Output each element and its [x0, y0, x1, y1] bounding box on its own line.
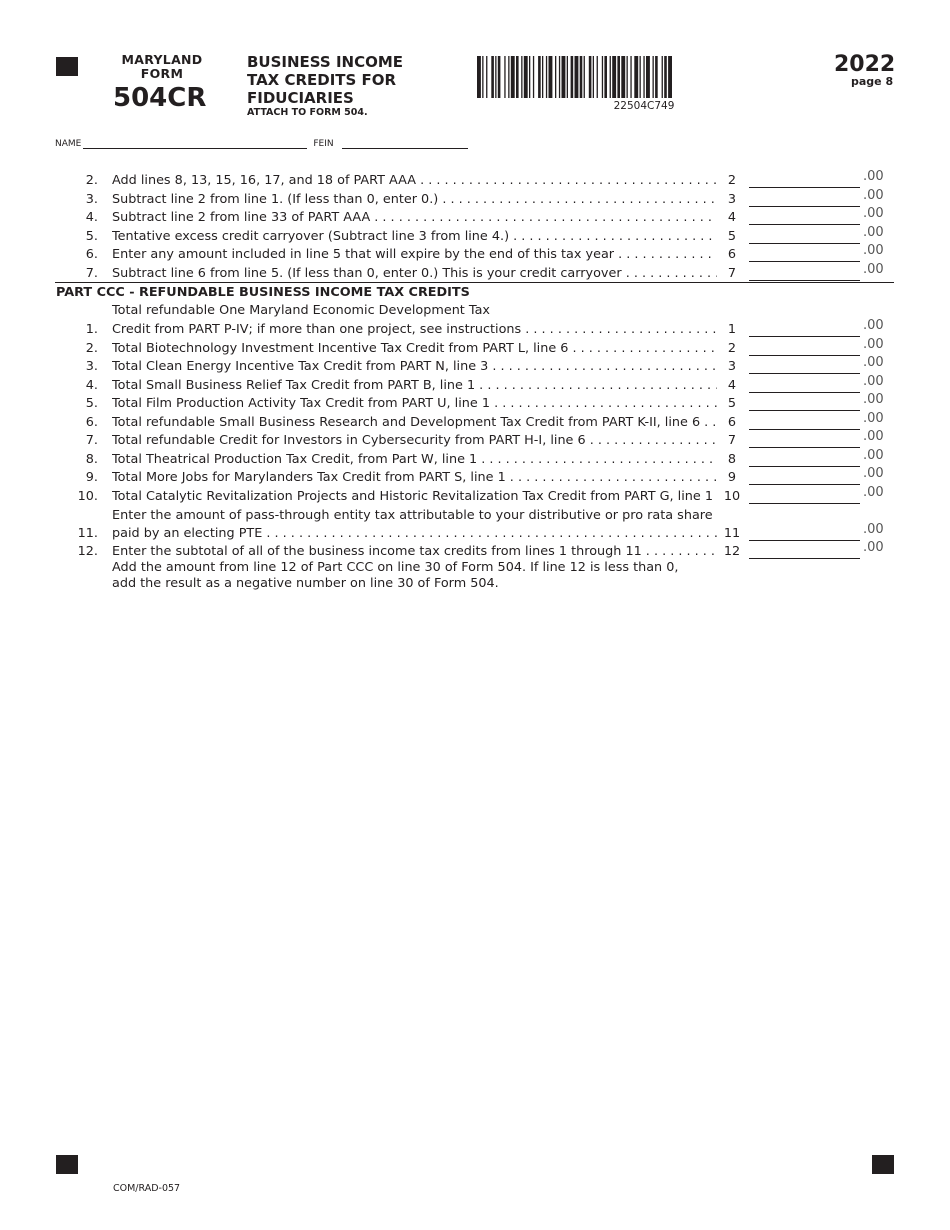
barcode-bar [529, 56, 530, 98]
cents-label: .00 [863, 522, 884, 537]
amount-field[interactable] [749, 261, 860, 262]
barcode-bar [627, 56, 628, 98]
barcode-bar [580, 56, 583, 98]
barcode-bar [495, 56, 496, 98]
barcode-bar [555, 56, 556, 98]
name-label: NAME [55, 139, 82, 149]
barcode-bar [571, 56, 574, 98]
title-line: TAX CREDITS FOR [247, 71, 397, 89]
line-reference: 3 [727, 192, 737, 207]
line-reference: 5 [727, 396, 737, 411]
barcode-bar [643, 56, 644, 98]
barcode-bar [542, 56, 543, 98]
barcode-bar [653, 56, 654, 98]
form-state-label [112, 53, 212, 81]
barcode-bar [584, 56, 585, 98]
ccc-line-4 [0, 374, 950, 395]
amount-field[interactable] [749, 392, 860, 393]
barcode-bar [664, 56, 667, 98]
barcode-bar [482, 56, 483, 98]
barcode-bar [549, 56, 553, 98]
form-number: 504CR [113, 83, 207, 113]
barcode-bar [597, 56, 598, 98]
barcode-bar [593, 56, 594, 98]
cents-label: .00 [863, 429, 884, 444]
line-description: Total refundable Small Business Research and Development Tax Credit from PART K-II, line 6 . . . [112, 414, 717, 432]
barcode-bar [538, 56, 541, 98]
line-description: Total Biotechnology Investment Incentive Tax Credit from PART L, line 6 . . . [112, 340, 717, 358]
barcode-number: 22504C749 [613, 100, 675, 112]
amount-field[interactable] [749, 447, 860, 448]
line-reference: 4 [727, 210, 737, 225]
barcode-bar [498, 56, 501, 98]
amount-field[interactable] [749, 206, 860, 207]
amount-field[interactable] [749, 410, 860, 411]
line-number: 10. [77, 489, 98, 504]
line-reference: 2 [727, 173, 737, 188]
cents-label: .00 [863, 169, 884, 184]
line-number: 5. [85, 396, 98, 411]
line-description: Subtract line 2 from line 1. (If less than 0, enter 0.) . . . [112, 191, 717, 209]
registration-mark-bottom-left [56, 1155, 78, 1174]
line-reference: 11 [723, 526, 741, 541]
line-number: 1. [85, 322, 98, 337]
cents-label: .00 [863, 374, 884, 389]
line-11-first-row: Enter the amount of pass-through entity tax attributable to your distributive or pro rata share [112, 508, 713, 523]
ccc-line-1 [0, 318, 950, 339]
barcode-bar [504, 56, 505, 98]
barcode-bar [646, 56, 650, 98]
instruction-note [112, 560, 678, 591]
cents-label: .00 [863, 337, 884, 352]
line-number: 5. [85, 229, 98, 244]
barcode-bar [533, 56, 534, 98]
barcode-bar [477, 56, 481, 98]
barcode-bar [567, 56, 568, 98]
line-number: 3. [85, 192, 98, 207]
line-number: 6. [85, 415, 98, 430]
barcode-bar [668, 56, 672, 98]
line-number: 4. [85, 378, 98, 393]
ccc-line-2 [0, 337, 950, 358]
amount-field[interactable] [749, 540, 860, 541]
ccc-line-12 [0, 540, 950, 561]
cents-label: .00 [863, 540, 884, 555]
barcode-bar [508, 56, 509, 98]
registration-mark-top-left [56, 57, 78, 76]
barcode-bar [546, 56, 547, 98]
barcode-bar [621, 56, 625, 98]
form-code: COM/RAD-057 [113, 1183, 181, 1194]
barcode-bar [559, 56, 560, 98]
line-description: Total Theatrical Production Tax Credit, from Part W, line 1 . . . [112, 451, 717, 469]
barcode-bar [589, 56, 592, 98]
cents-label: .00 [863, 243, 884, 258]
line-reference: 4 [727, 378, 737, 393]
line-description: Enter the subtotal of all of the business income tax credits from lines 1 through 11 . . . [112, 543, 717, 561]
fein-field[interactable] [342, 139, 468, 149]
registration-mark-bottom-right [872, 1155, 894, 1174]
line-number: 6. [85, 247, 98, 262]
cents-label: .00 [863, 411, 884, 426]
amount-field[interactable] [749, 243, 860, 244]
line-number: 8. [85, 452, 98, 467]
amount-field[interactable] [749, 558, 860, 559]
bbb-line-3 [0, 206, 950, 227]
barcode-bar [491, 56, 494, 98]
line-reference: 5 [727, 229, 737, 244]
line-reference: 8 [727, 452, 737, 467]
attach-note: ATTACH TO FORM 504. [247, 107, 368, 118]
part-ccc-heading: PART CCC - REFUNDABLE BUSINESS INCOME TAX CREDITS [56, 285, 470, 300]
line-number: 2. [85, 341, 98, 356]
line-description: Tentative excess credit carryover (Subtract line 3 from line 4.) . . . [112, 228, 717, 246]
line-description: Subtract line 6 from line 5. (If less than 0, enter 0.) This is your credit carryover . . . [112, 265, 717, 283]
cents-label: .00 [863, 466, 884, 481]
line-number: 2. [85, 173, 98, 188]
barcode-bar [486, 56, 487, 98]
ccc-line-7 [0, 429, 950, 450]
amount-field[interactable] [749, 336, 860, 337]
line-reference: 2 [727, 341, 737, 356]
amount-field[interactable] [749, 373, 860, 374]
line-number: 11. [77, 526, 98, 541]
cents-label: .00 [863, 318, 884, 333]
bbb-line-4 [0, 225, 950, 246]
line-reference: 10 [723, 489, 741, 504]
line-description: Total More Jobs for Marylanders Tax Credit from PART S, line 1 . . . [112, 469, 717, 487]
cents-label: .00 [863, 225, 884, 240]
line-reference: 6 [727, 415, 737, 430]
line-number: 9. [85, 470, 98, 485]
line-reference: 6 [727, 247, 737, 262]
line-reference: 7 [727, 433, 737, 448]
line-reference: 1 [727, 322, 737, 337]
line-description: Total refundable Credit for Investors in Cybersecurity from PART H-I, line 6 . . . [112, 432, 717, 450]
barcode-bar [516, 56, 519, 98]
line-reference: 3 [727, 359, 737, 374]
cents-label: .00 [863, 392, 884, 407]
barcode-bar [604, 56, 607, 98]
ccc-line-9 [0, 466, 950, 487]
barcode-bar [610, 56, 611, 98]
barcode-bar [630, 56, 631, 98]
line-number: 4. [85, 210, 98, 225]
amount-field[interactable] [749, 187, 860, 188]
line-description: Total Small Business Relief Tax Credit from PART B, line 1 . . . [112, 377, 717, 395]
barcode-bar [575, 56, 579, 98]
barcode-bar [562, 56, 566, 98]
line-reference: 7 [727, 266, 737, 281]
name-field[interactable] [83, 139, 307, 149]
line-number: 3. [85, 359, 98, 374]
barcode [477, 56, 811, 98]
ccc-line-10 [0, 485, 950, 506]
line-number: 12. [77, 544, 98, 559]
fein-label: FEIN [313, 139, 334, 149]
title-line: FIDUCIARIES [247, 89, 354, 107]
line-description: Total Film Production Activity Tax Credit from PART U, line 1 . . . [112, 395, 717, 413]
barcode-bar [655, 56, 658, 98]
line-description: Enter any amount included in line 5 that will expire by the end of this tax year . . . [112, 246, 717, 264]
section-divider [55, 282, 894, 283]
amount-field[interactable] [749, 280, 860, 281]
ccc-line-6 [0, 411, 950, 432]
barcode-bar [602, 56, 603, 98]
barcode-bar [521, 56, 522, 98]
identity-row [55, 139, 468, 149]
bbb-line-6 [0, 262, 950, 283]
barcode-bar [662, 56, 663, 98]
state-label: MARYLAND [121, 52, 203, 67]
barcode-bar [634, 56, 638, 98]
cents-label: .00 [863, 485, 884, 500]
form-title [247, 53, 403, 107]
amount-field[interactable] [749, 355, 860, 356]
amount-field[interactable] [749, 503, 860, 504]
note-line: Add the amount from line 12 of Part CCC on line 30 of Form 504. If line 12 is less than 0, [112, 560, 679, 575]
line-description: Subtract line 2 from line 33 of PART AAA . . . [112, 209, 717, 227]
line-description: Total Catalytic Revitalization Projects and Historic Revitalization Tax Credit from PART G, line 1 . . . [112, 488, 717, 506]
line-1-first-row: Total refundable One Maryland Economic Development Tax [112, 303, 491, 318]
line-description: paid by an electing PTE . . . [112, 525, 717, 543]
cents-label: .00 [863, 355, 884, 370]
barcode-bar [524, 56, 528, 98]
line-description: Credit from PART P-IV; if more than one project, see instructions . . . [112, 321, 717, 339]
page-number: page 8 [851, 75, 894, 88]
line-reference: 12 [723, 544, 741, 559]
amount-field[interactable] [749, 484, 860, 485]
cents-label: .00 [863, 448, 884, 463]
ccc-line-8 [0, 448, 950, 469]
cents-label: .00 [863, 262, 884, 277]
bbb-line-1 [0, 169, 950, 190]
amount-field[interactable] [749, 224, 860, 225]
amount-field[interactable] [749, 466, 860, 467]
bbb-line-5 [0, 243, 950, 264]
title-line: BUSINESS INCOME [247, 53, 404, 71]
barcode-bar [612, 56, 616, 98]
ccc-line-11 [0, 522, 950, 543]
line-description: Add lines 8, 13, 15, 16, 17, and 18 of PART AAA . . . [112, 172, 717, 190]
line-description: Total Clean Energy Incentive Tax Credit from PART N, line 3 . . . [112, 358, 717, 376]
tax-year: 2022 [834, 52, 896, 77]
cents-label: .00 [863, 188, 884, 203]
line-number: 7. [85, 266, 98, 281]
barcode-bar [617, 56, 620, 98]
barcode-bar [640, 56, 641, 98]
cents-label: .00 [863, 206, 884, 221]
line-number: 7. [85, 433, 98, 448]
ccc-line-3 [0, 355, 950, 376]
amount-field[interactable] [749, 429, 860, 430]
ccc-line-5 [0, 392, 950, 413]
barcode-bar [511, 56, 515, 98]
line-reference: 9 [727, 470, 737, 485]
bbb-line-2 [0, 188, 950, 209]
form-label: FORM [140, 66, 184, 81]
note-line: add the result as a negative number on line 30 of Form 504. [112, 575, 499, 591]
